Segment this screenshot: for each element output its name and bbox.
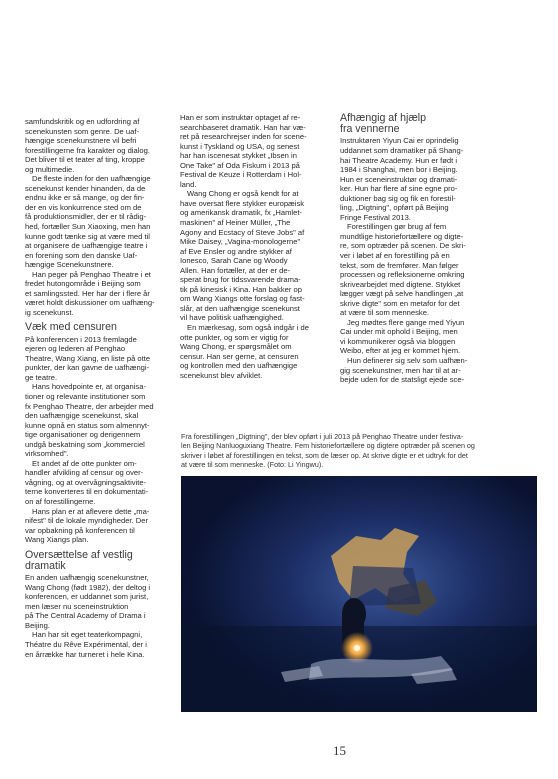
section-heading-censorship: Væk med censuren — [25, 321, 117, 334]
paragraph: Hans hovedpointe er, at organisa- tioner og relevante institutioner som fx Penghao Theatre, der arbejder med den uafhængige scenekunst, skal kunne opnå en status som almennyt- tige organisationer og derigennem undgå beskatning som „kommerciel virksomhed". — [25, 382, 154, 459]
stage-photo-image — [181, 476, 537, 712]
paragraph: Wang Chong er også kendt for at have oversat flere stykker europæisk og amerikansk dramatik, fx „Hamlet- maskinen" af Heiner Müller, „The Agony and Ecstacy of Steve Jobs" af Mike Daisey, „Vagina-monologerne" af Eve Ensler og andre stykker af Ionesco, Sarah Cane og Woody Allen. Han fortæller, at der er de- sperat brug for tidssvarende drama- tik på kinesisk i Kina. Han bakker op om Wang Xiangs otte forslag og fast- slår, at den uafhængige scenekunst vil have politisk uafhængighed. — [180, 189, 305, 323]
paragraph: Et andet af de otte punkter om- handler afvikling af censur og over- vågning, og at overvågningsaktivite- terne konverteres til en dokumentati- on af forestillingerne. — [25, 458, 149, 506]
text-column-3 — [340, 113, 495, 385]
text-column-2 — [180, 113, 321, 380]
paragraph: På konferencen i 2013 fremlagde ejeren og lederen af Penghao Theatre, Wang Xiang, en liste på otte punkter, der kan gavne de uafhængi- ge teatre. — [25, 334, 151, 382]
paragraph: Han er som instruktør optaget af re- searchbaseret dramatik. Han har væ- ret på researchrejser inden for scene- kunst i Tyskland og USA, og senest har han iscenesat stykket „Ibsen in One Take" af Oda Fiskum i 2013 på Festival de Keuze i Rotterdam i Hol- land. — [180, 113, 307, 189]
paragraph: Forestillingen gør brug af fem mundtlige historiefortællere og digte- re, som optræder på scenen. De skri- ver i løbet af en forestilling på en tekst, som de fremfører. Man følger processen og refleksionerne omkring skrivearbejdet med digtene. Stykket lægger vægt på selve handlingen „at skrive digte" som en metafor for det at være til som menneske. — [340, 222, 466, 318]
paragraph: En mærkesag, som også indgår i de otte punkter, og som er vigtig for Wang Chong, er spørgsmålet om censur. Han ser gerne, at censuren og kontrollen med den uafhængige scenekunst blev afviklet. — [180, 323, 309, 380]
paragraph: De fleste inden for den uafhængige scenekunst kender hinanden, da de endnu ikke er så mange, og der fin- der en vis konkurrence sted om de få produktionsmidler, der er til rådig- hed, fortæller Sun Xiaoxing, men han kunne godt tænke sig at være med til at organisere de uafhængige teatre i en forening som den danske Uaf- hængige Scenekunstnere. — [25, 174, 151, 270]
page-number: 15 — [333, 743, 346, 758]
text-column-1 — [25, 117, 165, 659]
paragraph: Han har sit eget teaterkompagni, Théatre du Rêve Expérimental, der i en årrække har turneret i hele Kina. — [25, 630, 147, 659]
paragraph: Instruktøren Yiyun Cai er oprindelig uddannet som dramatiker på Shang- hai Theatre Academy. Hun er født i 1984 i Shanghai, men bor i Beijing. Hun er sceneinstruktør og dramati- ker. Hun har flere af sine egne pro- duktioner bag sig og fik en forestil- ling, „Digtning", opført på Beijing Fringe Festival 2013. — [340, 136, 464, 222]
paragraph: Hun definerer sig selv som uafhæn- gig scenekunstner, men har til at ar- bejde uden for de statsligt ejede sce- — [340, 355, 468, 385]
paragraph: Hans plan er at aflevere dette „ma- nifest" til de lokale myndigheder. Der var opbakning på konferencen til Wang Xiangs plan. — [25, 506, 150, 545]
paragraph: samfundskritik og en udfordring af scenekunsten som genre. De uaf- hængige scenekunstnere vil befri forestillingerne fra karakter og dialog. Det bliver til et teater af ting, kroppe og multimedie. — [25, 117, 150, 174]
paragraph: Han peger på Penghao Theatre i et fredet hutongområde i Beijing som et samlingssted. Her har der i flere år været holdt diskussioner om uafhæng- ig scenekunst. — [25, 269, 155, 317]
stage-photo — [181, 476, 537, 712]
section-heading-translation: Oversættelse af vestlig dramatik — [25, 548, 133, 572]
photo-caption: Fra forestillingen „Digtning", der blev opført i juli 2013 på Penghao Theatre under festiva- len Beijing Nanluoguxiang Theatre. Fem historiefortællere og digtere optræder på scenen og skriver i løbet af forestillingen en tekst, som de læser op. At skrive digte er et udtryk for det at være til som menneske. (Foto: Li Yingwu). — [181, 432, 475, 470]
paragraph: En anden uafhængig scenekunstner, Wang Chong (født 1982), der deltog i konferencen, er uddannet som jurist, men læser nu sceneinstruktion på The Central Academy of Drama i Beijing. — [25, 573, 151, 630]
paragraph: Jeg mødtes flere gange med Yiyun Cai under mit ophold i Beijing, men vi kommunikerer også via bloggen Weibo, efter at jeg er kommet hjem. — [340, 317, 465, 356]
section-heading-friends: Afhængig af hjælp fra vennerne — [340, 112, 426, 136]
